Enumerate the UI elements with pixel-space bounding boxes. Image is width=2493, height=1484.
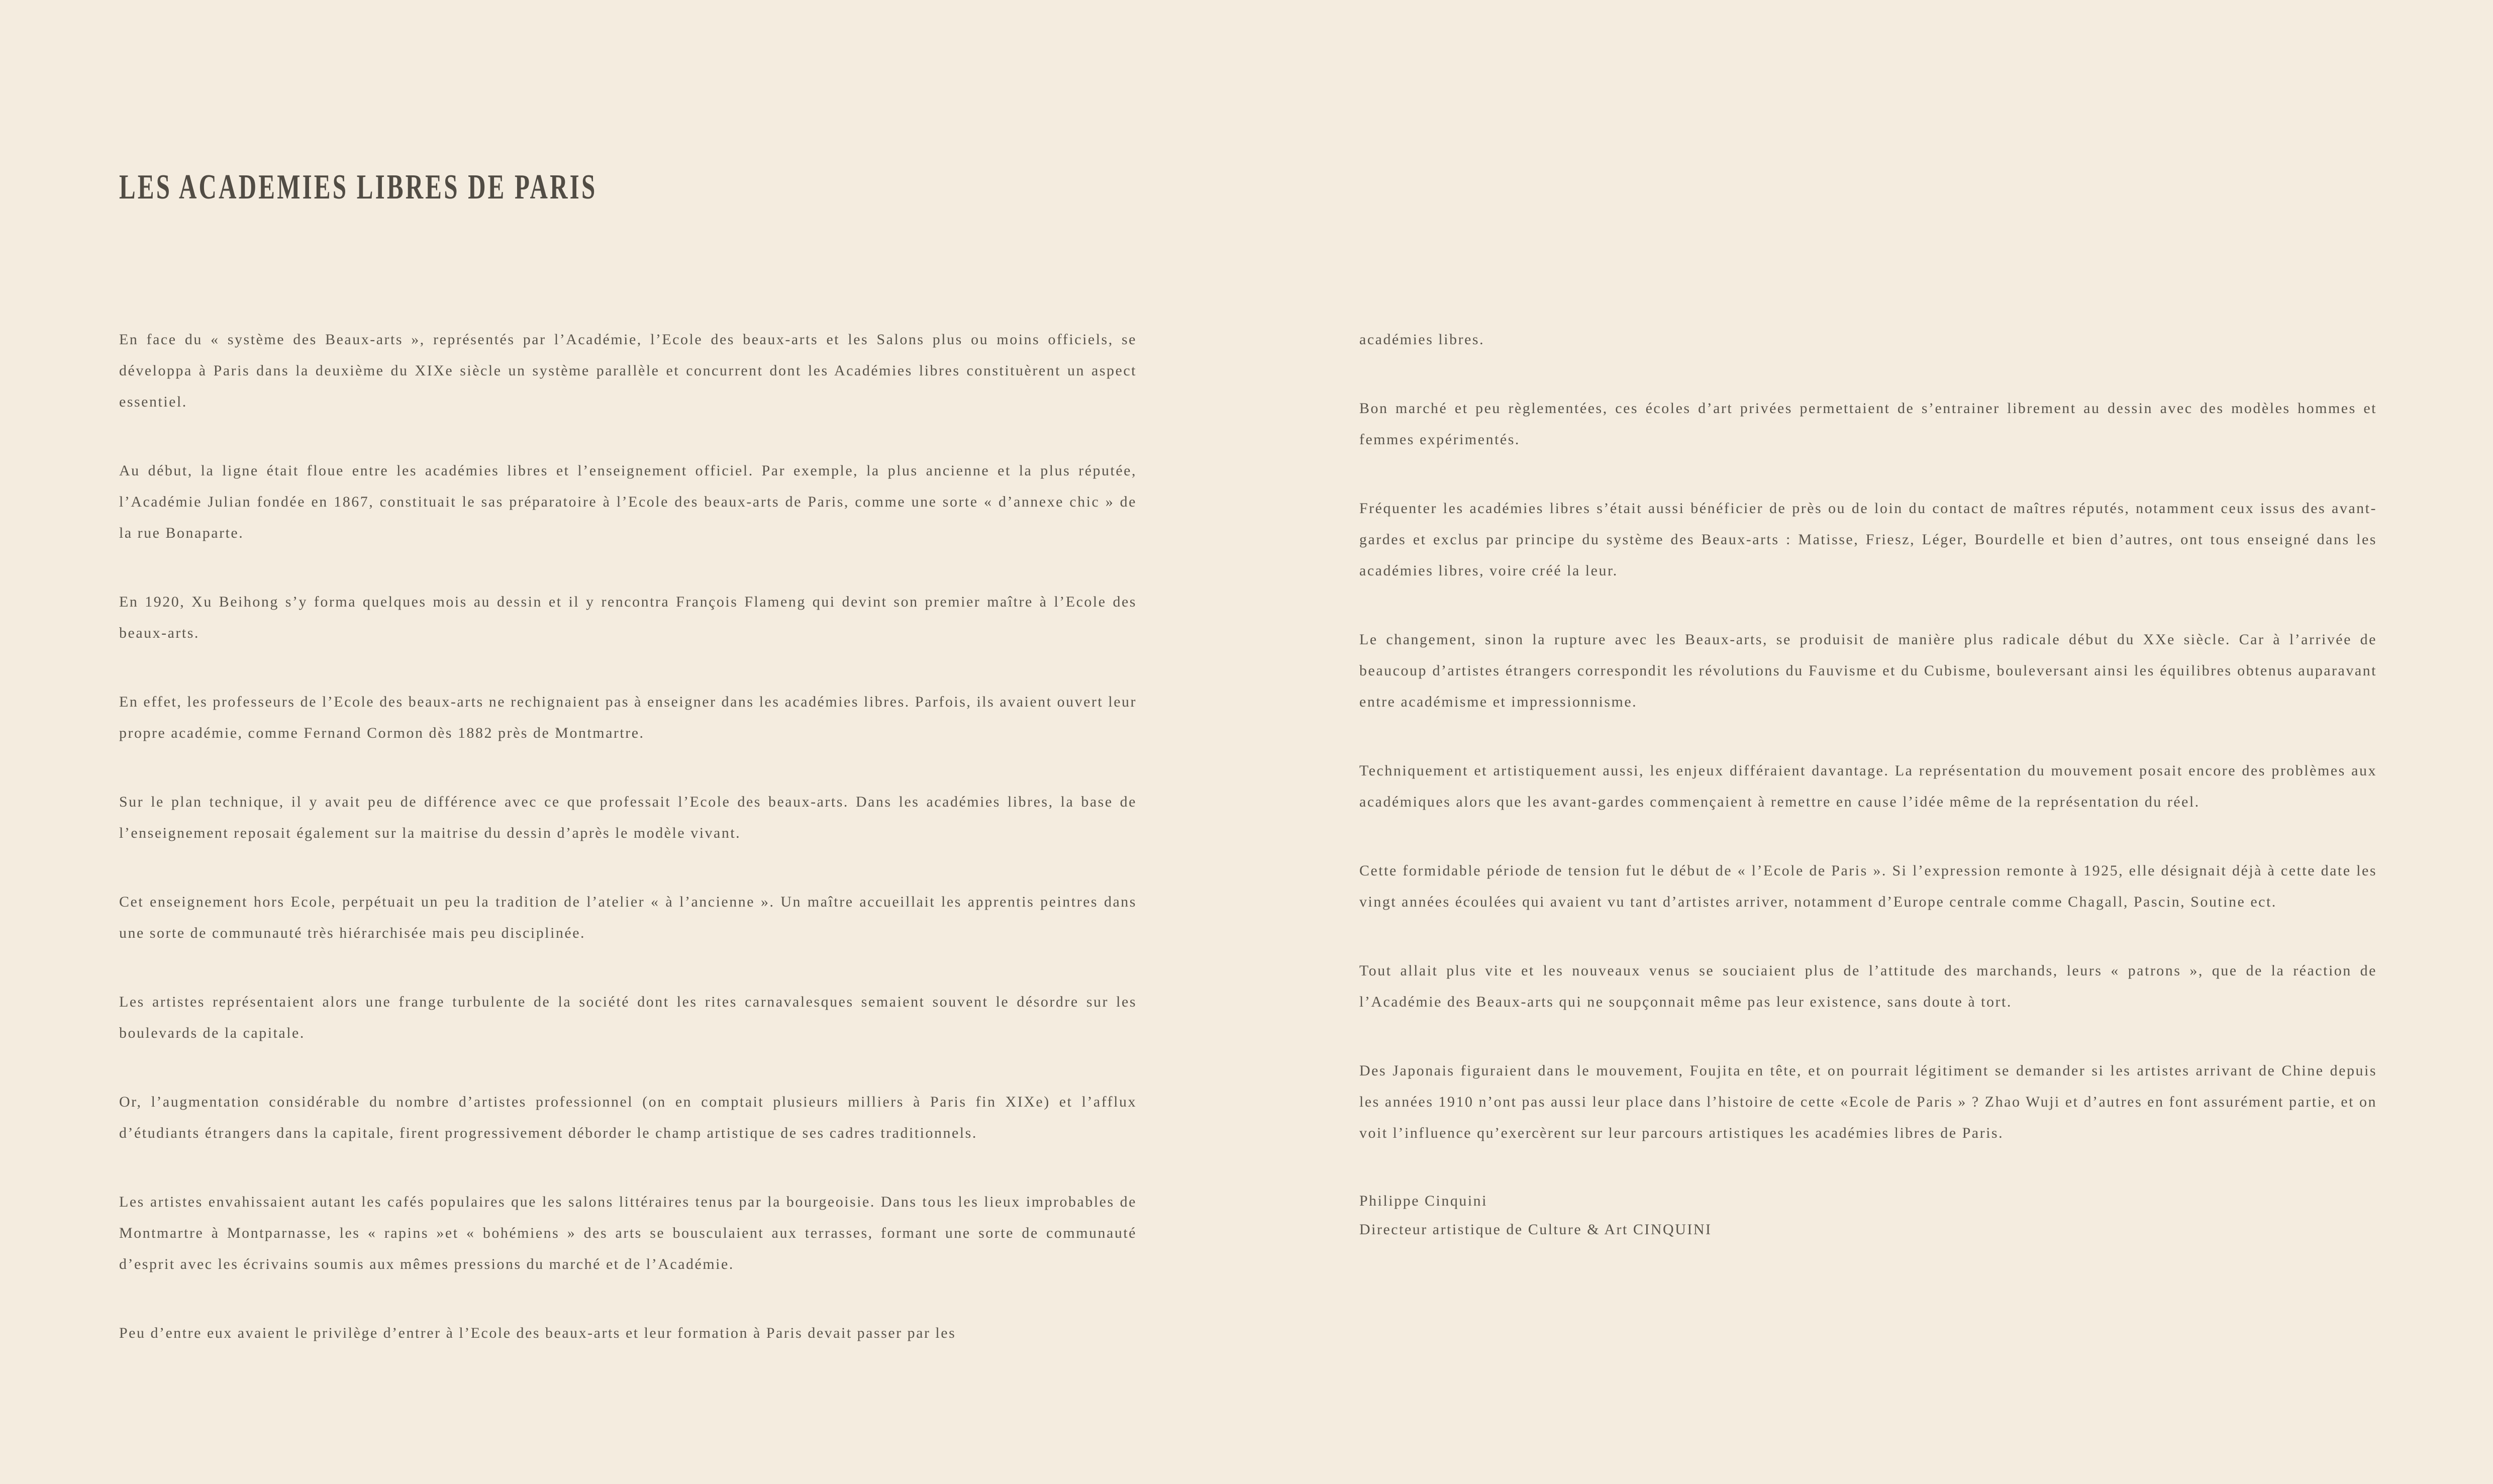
right-text-column: [1359, 324, 2377, 1244]
signature-role: Directeur artistique de Culture & Art CINQUINI: [1359, 1221, 1712, 1238]
left-text-column: [119, 324, 1137, 1387]
paragraph: Tout allait plus vite et les nouveaux venus se souciaient plus de l’attitude des marchands, leurs « patrons », que de la réaction de l’Académie des Beaux-arts qui ne soupçonnait même pas leur existence, sans doute à tort.: [1359, 962, 2377, 1010]
paragraph: En face du « système des Beaux-arts », représentés par l’Académie, l’Ecole des beaux-arts et les Salons plus ou moins officiels, se développa à Paris dans la deuxième du XIXe siècle un système parallèle et concurrent dont les Académies libres constituèrent un aspect essentiel.: [119, 331, 1137, 410]
paragraph: Peu d’entre eux avaient le privilège d’entrer à l’Ecole des beaux-arts et leur formation à Paris devait passer par les: [119, 1325, 956, 1341]
paragraph: Les artistes représentaient alors une frange turbulente de la société dont les rites carnavalesques semaient souvent le désordre sur les boulevards de la capitale.: [119, 994, 1137, 1041]
signature-name: Philippe Cinquini: [1359, 1193, 1488, 1209]
right-column-paragraphs: [1359, 324, 2377, 1149]
paragraph: Cet enseignement hors Ecole, perpétuait un peu la tradition de l’atelier « à l’ancienne ». Un maître accueillait les apprentis peintres dans une sorte de communauté très hiérarchisée mais peu disciplinée.: [119, 894, 1137, 941]
paragraph: Techniquement et artistiquement aussi, les enjeux différaient davantage. La représentation du mouvement posait encore des problèmes aux académiques alors que les avant-gardes commençaient à remettre en cause l’idée même de la représentation du réel.: [1359, 762, 2377, 810]
paragraph: En 1920, Xu Beihong s’y forma quelques mois au dessin et il y rencontra François Flameng qui devint son premier maître à l’Ecole des beaux-arts.: [119, 593, 1137, 641]
paragraph: Les artistes envahissaient autant les cafés populaires que les salons littéraires tenus par la bourgeoisie. Dans tous les lieux improbables de Montmartre à Montparnasse, les « rapins »et « bohémiens » des arts se bousculaient aux terrasses, formant une sorte de communauté d’esprit avec les écrivains soumis aux mêmes pressions du marché et de l’Académie.: [119, 1194, 1137, 1272]
page-title: LES ACADEMIES LIBRES DE PARIS: [119, 168, 597, 207]
signature-block: [1359, 1186, 2377, 1244]
paragraph: Au début, la ligne était floue entre les académies libres et l’enseignement officiel. Par exemple, la plus ancienne et la plus réputée, l’Académie Julian fondée en 1867, constituait le sas préparatoire à l’Ecole des beaux-arts de Paris, comme une sorte « d’annexe chic » de la rue Bonaparte.: [119, 462, 1137, 541]
paragraph: Cette formidable période de tension fut le début de « l’Ecole de Paris ». Si l’expression remonte à 1925, elle désignait déjà à cette date les vingt années écoulées qui avaient vu tant d’artistes arriver, notamment d’Europe centrale comme Chagall, Pascin, Soutine ect.: [1359, 862, 2377, 910]
paragraph: Sur le plan technique, il y avait peu de différence avec ce que professait l’Ecole des beaux-arts. Dans les académies libres, la base de l’enseignement reposait également sur la maitrise du dessin d’après le modèle vivant.: [119, 794, 1137, 841]
paragraph: Or, l’augmentation considérable du nombre d’artistes professionnel (on en comptait plusieurs milliers à Paris fin XIXe) et l’afflux d’étudiants étrangers dans la capitale, firent progressivement déborder le champ artistique de ses cadres traditionnels.: [119, 1094, 1137, 1141]
paragraph: Bon marché et peu règlementées, ces écoles d’art privées permettaient de s’entrainer librement au dessin avec des modèles hommes et femmes expérimentés.: [1359, 400, 2377, 448]
paragraph: En effet, les professeurs de l’Ecole des beaux-arts ne rechignaient pas à enseigner dans les académies libres. Parfois, ils avaient ouvert leur propre académie, comme Fernand Cormon dès 1882 près de Montmartre.: [119, 694, 1137, 741]
paragraph: Des Japonais figuraient dans le mouvement, Foujita en tête, et on pourrait légitiment se demander si les artistes arrivant de Chine depuis les années 1910 n’ont pas aussi leur place dans l’histoire de cette «Ecole de Paris » ? Zhao Wuji et d’autres en font assurément partie, et on voit l’influence qu’exercèrent sur leur parcours artistiques les académies libres de Paris.: [1359, 1062, 2377, 1141]
paragraph: Le changement, sinon la rupture avec les Beaux-arts, se produisit de manière plus radicale début du XXe siècle. Car à l’arrivée de beaucoup d’artistes étrangers correspondit les révolutions du Fauvisme et du Cubisme, bouleversant ainsi les équilibres obtenus auparavant entre académisme et impressionnisme.: [1359, 631, 2377, 710]
paragraph: académies libres.: [1359, 331, 1485, 348]
paragraph: Fréquenter les académies libres s’était aussi bénéficier de près ou de loin du contact de maîtres réputés, notamment ceux issus des avant-gardes et exclus par principe du système des Beaux-arts : Matisse, Friesz, Léger, Bourdelle et bien d’autres, ont tous enseigné dans les académies libres, voire créé la leur.: [1359, 500, 2377, 579]
